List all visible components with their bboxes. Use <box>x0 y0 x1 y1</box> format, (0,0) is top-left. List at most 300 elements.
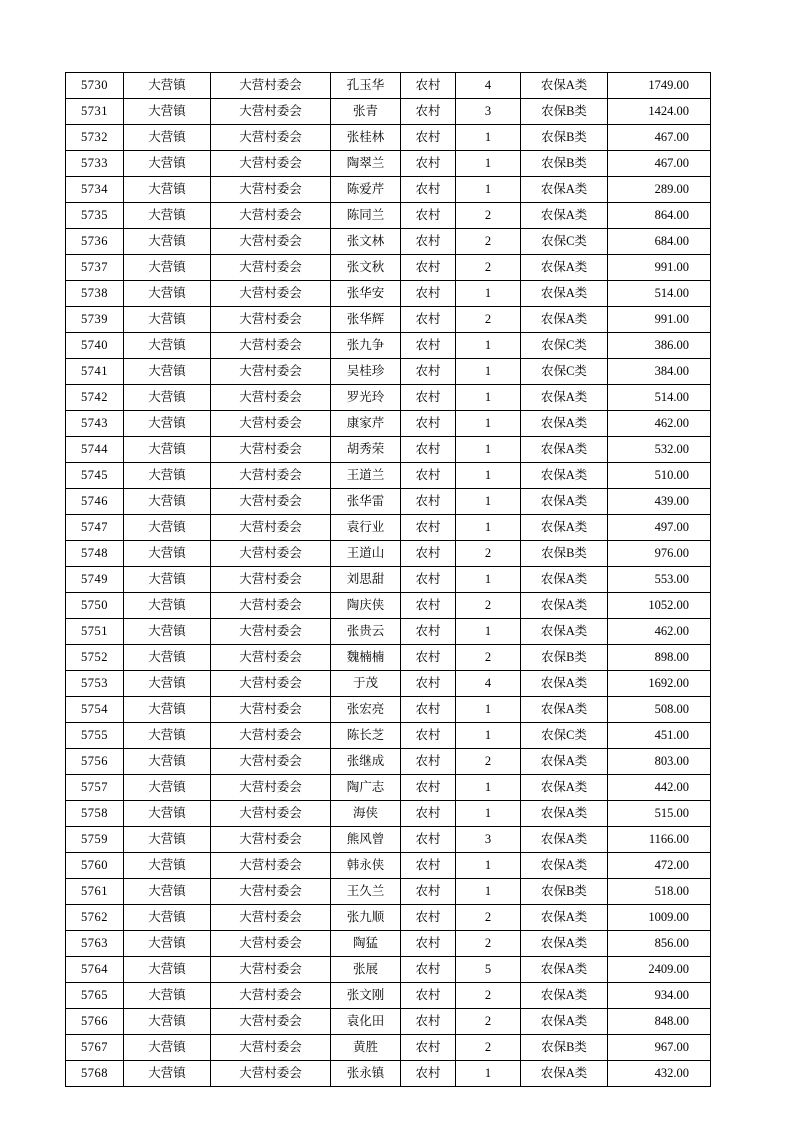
cell-id: 5759 <box>66 827 124 853</box>
cell-count: 4 <box>456 671 521 697</box>
benefit-roster-table <box>65 72 711 1087</box>
cell-category: 农保B类 <box>521 151 608 177</box>
cell-name: 黄胜 <box>331 1035 401 1061</box>
cell-residence: 农村 <box>401 619 456 645</box>
table-row <box>66 437 711 463</box>
cell-category: 农保A类 <box>521 931 608 957</box>
cell-committee: 大营村委会 <box>211 99 331 125</box>
cell-name: 张青 <box>331 99 401 125</box>
cell-id: 5756 <box>66 749 124 775</box>
cell-amount: 1009.00 <box>608 905 711 931</box>
cell-committee: 大营村委会 <box>211 177 331 203</box>
cell-committee: 大营村委会 <box>211 723 331 749</box>
cell-town: 大营镇 <box>124 463 211 489</box>
cell-amount: 462.00 <box>608 411 711 437</box>
cell-town: 大营镇 <box>124 541 211 567</box>
cell-town: 大营镇 <box>124 827 211 853</box>
table-row <box>66 99 711 125</box>
cell-id: 5747 <box>66 515 124 541</box>
table-row <box>66 229 711 255</box>
cell-amount: 497.00 <box>608 515 711 541</box>
table-row <box>66 359 711 385</box>
cell-category: 农保B类 <box>521 541 608 567</box>
cell-name: 张继成 <box>331 749 401 775</box>
cell-town: 大营镇 <box>124 619 211 645</box>
cell-committee: 大营村委会 <box>211 983 331 1009</box>
cell-id: 5766 <box>66 1009 124 1035</box>
cell-residence: 农村 <box>401 801 456 827</box>
cell-name: 王道兰 <box>331 463 401 489</box>
cell-amount: 864.00 <box>608 203 711 229</box>
cell-residence: 农村 <box>401 957 456 983</box>
cell-committee: 大营村委会 <box>211 463 331 489</box>
cell-committee: 大营村委会 <box>211 697 331 723</box>
cell-town: 大营镇 <box>124 229 211 255</box>
cell-name: 王道山 <box>331 541 401 567</box>
cell-category: 农保B类 <box>521 645 608 671</box>
table-row <box>66 671 711 697</box>
cell-committee: 大营村委会 <box>211 749 331 775</box>
cell-category: 农保C类 <box>521 359 608 385</box>
cell-town: 大营镇 <box>124 1035 211 1061</box>
cell-category: 农保A类 <box>521 515 608 541</box>
cell-amount: 384.00 <box>608 359 711 385</box>
cell-name: 康家芹 <box>331 411 401 437</box>
cell-id: 5760 <box>66 853 124 879</box>
table-row <box>66 463 711 489</box>
cell-amount: 684.00 <box>608 229 711 255</box>
table-row <box>66 775 711 801</box>
cell-id: 5734 <box>66 177 124 203</box>
cell-residence: 农村 <box>401 723 456 749</box>
cell-town: 大营镇 <box>124 73 211 99</box>
cell-residence: 农村 <box>401 411 456 437</box>
cell-amount: 442.00 <box>608 775 711 801</box>
cell-id: 5739 <box>66 307 124 333</box>
cell-residence: 农村 <box>401 541 456 567</box>
cell-amount: 991.00 <box>608 307 711 333</box>
cell-id: 5742 <box>66 385 124 411</box>
cell-name: 张文刚 <box>331 983 401 1009</box>
cell-name: 胡秀荣 <box>331 437 401 463</box>
cell-count: 1 <box>456 879 521 905</box>
cell-id: 5738 <box>66 281 124 307</box>
cell-count: 1 <box>456 697 521 723</box>
cell-name: 张桂林 <box>331 125 401 151</box>
cell-id: 5768 <box>66 1061 124 1087</box>
cell-town: 大营镇 <box>124 983 211 1009</box>
cell-name: 张华雷 <box>331 489 401 515</box>
cell-name: 张宏亮 <box>331 697 401 723</box>
cell-name: 张华辉 <box>331 307 401 333</box>
cell-committee: 大营村委会 <box>211 957 331 983</box>
table-row <box>66 567 711 593</box>
cell-committee: 大营村委会 <box>211 645 331 671</box>
cell-town: 大营镇 <box>124 931 211 957</box>
cell-id: 5767 <box>66 1035 124 1061</box>
table-row <box>66 541 711 567</box>
cell-amount: 803.00 <box>608 749 711 775</box>
cell-committee: 大营村委会 <box>211 281 331 307</box>
cell-id: 5750 <box>66 593 124 619</box>
cell-id: 5740 <box>66 333 124 359</box>
table-row <box>66 801 711 827</box>
cell-name: 张九争 <box>331 333 401 359</box>
cell-category: 农保B类 <box>521 1035 608 1061</box>
cell-category: 农保A类 <box>521 697 608 723</box>
table-row <box>66 593 711 619</box>
cell-committee: 大营村委会 <box>211 359 331 385</box>
cell-category: 农保A类 <box>521 203 608 229</box>
cell-town: 大营镇 <box>124 281 211 307</box>
cell-name: 陈长芝 <box>331 723 401 749</box>
cell-residence: 农村 <box>401 593 456 619</box>
cell-town: 大营镇 <box>124 1009 211 1035</box>
table-row <box>66 931 711 957</box>
table-body <box>66 73 711 1087</box>
table-row <box>66 723 711 749</box>
cell-id: 5749 <box>66 567 124 593</box>
cell-name: 陈爱芹 <box>331 177 401 203</box>
cell-committee: 大营村委会 <box>211 1061 331 1087</box>
cell-name: 孔玉华 <box>331 73 401 99</box>
cell-category: 农保A类 <box>521 957 608 983</box>
cell-id: 5745 <box>66 463 124 489</box>
cell-name: 张贵云 <box>331 619 401 645</box>
table-row <box>66 281 711 307</box>
cell-committee: 大营村委会 <box>211 73 331 99</box>
cell-committee: 大营村委会 <box>211 879 331 905</box>
cell-count: 1 <box>456 151 521 177</box>
cell-category: 农保A类 <box>521 1061 608 1087</box>
cell-category: 农保C类 <box>521 229 608 255</box>
table-row <box>66 385 711 411</box>
cell-committee: 大营村委会 <box>211 203 331 229</box>
cell-category: 农保B类 <box>521 125 608 151</box>
cell-id: 5751 <box>66 619 124 645</box>
cell-name: 罗光玲 <box>331 385 401 411</box>
cell-count: 1 <box>456 411 521 437</box>
cell-id: 5731 <box>66 99 124 125</box>
cell-residence: 农村 <box>401 255 456 281</box>
cell-category: 农保A类 <box>521 567 608 593</box>
table-row <box>66 1009 711 1035</box>
cell-amount: 1166.00 <box>608 827 711 853</box>
cell-town: 大营镇 <box>124 99 211 125</box>
cell-count: 2 <box>456 749 521 775</box>
cell-residence: 农村 <box>401 489 456 515</box>
cell-count: 1 <box>456 463 521 489</box>
cell-count: 1 <box>456 437 521 463</box>
cell-count: 1 <box>456 333 521 359</box>
cell-residence: 农村 <box>401 671 456 697</box>
cell-committee: 大营村委会 <box>211 255 331 281</box>
cell-id: 5741 <box>66 359 124 385</box>
cell-committee: 大营村委会 <box>211 853 331 879</box>
cell-count: 2 <box>456 541 521 567</box>
cell-name: 魏楠楠 <box>331 645 401 671</box>
cell-amount: 553.00 <box>608 567 711 593</box>
cell-residence: 农村 <box>401 749 456 775</box>
cell-residence: 农村 <box>401 1035 456 1061</box>
table-row <box>66 151 711 177</box>
cell-residence: 农村 <box>401 775 456 801</box>
cell-town: 大营镇 <box>124 385 211 411</box>
cell-amount: 515.00 <box>608 801 711 827</box>
cell-id: 5765 <box>66 983 124 1009</box>
table-row <box>66 255 711 281</box>
cell-residence: 农村 <box>401 385 456 411</box>
cell-town: 大营镇 <box>124 905 211 931</box>
cell-name: 张文林 <box>331 229 401 255</box>
cell-town: 大营镇 <box>124 853 211 879</box>
cell-committee: 大营村委会 <box>211 437 331 463</box>
cell-count: 1 <box>456 385 521 411</box>
cell-residence: 农村 <box>401 437 456 463</box>
cell-amount: 518.00 <box>608 879 711 905</box>
cell-town: 大营镇 <box>124 879 211 905</box>
cell-count: 1 <box>456 801 521 827</box>
cell-name: 韩永侠 <box>331 853 401 879</box>
cell-count: 2 <box>456 931 521 957</box>
cell-amount: 472.00 <box>608 853 711 879</box>
cell-residence: 农村 <box>401 1061 456 1087</box>
cell-category: 农保A类 <box>521 385 608 411</box>
cell-residence: 农村 <box>401 281 456 307</box>
cell-id: 5753 <box>66 671 124 697</box>
cell-count: 2 <box>456 905 521 931</box>
cell-committee: 大营村委会 <box>211 567 331 593</box>
cell-id: 5743 <box>66 411 124 437</box>
cell-committee: 大营村委会 <box>211 905 331 931</box>
cell-town: 大营镇 <box>124 515 211 541</box>
cell-residence: 农村 <box>401 879 456 905</box>
cell-name: 陶庆侠 <box>331 593 401 619</box>
cell-amount: 1052.00 <box>608 593 711 619</box>
cell-town: 大营镇 <box>124 723 211 749</box>
cell-name: 陶猛 <box>331 931 401 957</box>
cell-name: 于茂 <box>331 671 401 697</box>
table-row <box>66 1061 711 1087</box>
cell-residence: 农村 <box>401 853 456 879</box>
cell-town: 大营镇 <box>124 489 211 515</box>
cell-category: 农保A类 <box>521 489 608 515</box>
cell-town: 大营镇 <box>124 333 211 359</box>
table-row <box>66 749 711 775</box>
cell-count: 1 <box>456 723 521 749</box>
cell-amount: 467.00 <box>608 151 711 177</box>
cell-category: 农保A类 <box>521 1009 608 1035</box>
cell-name: 张展 <box>331 957 401 983</box>
table-row <box>66 905 711 931</box>
cell-id: 5764 <box>66 957 124 983</box>
cell-name: 陈同兰 <box>331 203 401 229</box>
cell-category: 农保A类 <box>521 437 608 463</box>
cell-category: 农保A类 <box>521 827 608 853</box>
cell-amount: 510.00 <box>608 463 711 489</box>
cell-id: 5754 <box>66 697 124 723</box>
cell-town: 大营镇 <box>124 671 211 697</box>
cell-id: 5744 <box>66 437 124 463</box>
cell-amount: 1424.00 <box>608 99 711 125</box>
cell-committee: 大营村委会 <box>211 827 331 853</box>
cell-name: 张永镇 <box>331 1061 401 1087</box>
cell-committee: 大营村委会 <box>211 801 331 827</box>
cell-id: 5755 <box>66 723 124 749</box>
cell-amount: 2409.00 <box>608 957 711 983</box>
cell-amount: 462.00 <box>608 619 711 645</box>
cell-category: 农保A类 <box>521 281 608 307</box>
cell-name: 熊风曾 <box>331 827 401 853</box>
cell-id: 5746 <box>66 489 124 515</box>
cell-category: 农保A类 <box>521 853 608 879</box>
cell-amount: 967.00 <box>608 1035 711 1061</box>
cell-count: 1 <box>456 619 521 645</box>
cell-name: 袁行业 <box>331 515 401 541</box>
cell-count: 2 <box>456 1009 521 1035</box>
cell-name: 刘思甜 <box>331 567 401 593</box>
cell-committee: 大营村委会 <box>211 1009 331 1035</box>
cell-count: 2 <box>456 1035 521 1061</box>
cell-residence: 农村 <box>401 931 456 957</box>
cell-committee: 大营村委会 <box>211 151 331 177</box>
cell-amount: 289.00 <box>608 177 711 203</box>
cell-amount: 856.00 <box>608 931 711 957</box>
cell-town: 大营镇 <box>124 593 211 619</box>
cell-town: 大营镇 <box>124 359 211 385</box>
cell-town: 大营镇 <box>124 775 211 801</box>
cell-id: 5730 <box>66 73 124 99</box>
cell-committee: 大营村委会 <box>211 307 331 333</box>
cell-count: 1 <box>456 515 521 541</box>
cell-category: 农保A类 <box>521 177 608 203</box>
cell-committee: 大营村委会 <box>211 1035 331 1061</box>
table-row <box>66 645 711 671</box>
cell-category: 农保A类 <box>521 593 608 619</box>
cell-count: 5 <box>456 957 521 983</box>
cell-amount: 976.00 <box>608 541 711 567</box>
cell-count: 4 <box>456 73 521 99</box>
cell-category: 农保A类 <box>521 411 608 437</box>
cell-amount: 848.00 <box>608 1009 711 1035</box>
cell-category: 农保A类 <box>521 73 608 99</box>
cell-id: 5732 <box>66 125 124 151</box>
cell-committee: 大营村委会 <box>211 775 331 801</box>
cell-count: 2 <box>456 229 521 255</box>
cell-category: 农保A类 <box>521 307 608 333</box>
cell-residence: 农村 <box>401 645 456 671</box>
cell-name: 张文秋 <box>331 255 401 281</box>
table-row <box>66 1035 711 1061</box>
cell-town: 大营镇 <box>124 437 211 463</box>
cell-count: 2 <box>456 593 521 619</box>
table-row <box>66 411 711 437</box>
cell-name: 袁化田 <box>331 1009 401 1035</box>
table-row <box>66 983 711 1009</box>
cell-amount: 514.00 <box>608 385 711 411</box>
cell-residence: 农村 <box>401 827 456 853</box>
cell-amount: 1749.00 <box>608 73 711 99</box>
cell-residence: 农村 <box>401 73 456 99</box>
cell-category: 农保A类 <box>521 905 608 931</box>
cell-residence: 农村 <box>401 905 456 931</box>
cell-id: 5735 <box>66 203 124 229</box>
cell-town: 大营镇 <box>124 125 211 151</box>
cell-residence: 农村 <box>401 1009 456 1035</box>
cell-residence: 农村 <box>401 515 456 541</box>
cell-category: 农保A类 <box>521 463 608 489</box>
cell-committee: 大营村委会 <box>211 931 331 957</box>
cell-committee: 大营村委会 <box>211 489 331 515</box>
cell-residence: 农村 <box>401 697 456 723</box>
cell-amount: 1692.00 <box>608 671 711 697</box>
cell-count: 2 <box>456 203 521 229</box>
table-row <box>66 333 711 359</box>
cell-residence: 农村 <box>401 177 456 203</box>
table-row <box>66 853 711 879</box>
cell-id: 5736 <box>66 229 124 255</box>
cell-category: 农保A类 <box>521 255 608 281</box>
cell-count: 1 <box>456 177 521 203</box>
cell-amount: 934.00 <box>608 983 711 1009</box>
cell-id: 5733 <box>66 151 124 177</box>
table-row <box>66 307 711 333</box>
table-row <box>66 125 711 151</box>
table-row <box>66 73 711 99</box>
cell-residence: 农村 <box>401 567 456 593</box>
cell-count: 1 <box>456 359 521 385</box>
table-row <box>66 957 711 983</box>
cell-amount: 898.00 <box>608 645 711 671</box>
cell-name: 张华安 <box>331 281 401 307</box>
cell-category: 农保A类 <box>521 983 608 1009</box>
cell-committee: 大营村委会 <box>211 619 331 645</box>
cell-id: 5761 <box>66 879 124 905</box>
cell-town: 大营镇 <box>124 567 211 593</box>
cell-name: 陶翠兰 <box>331 151 401 177</box>
table-row <box>66 879 711 905</box>
cell-amount: 514.00 <box>608 281 711 307</box>
cell-residence: 农村 <box>401 359 456 385</box>
cell-count: 1 <box>456 125 521 151</box>
cell-amount: 451.00 <box>608 723 711 749</box>
cell-amount: 991.00 <box>608 255 711 281</box>
cell-residence: 农村 <box>401 229 456 255</box>
cell-amount: 386.00 <box>608 333 711 359</box>
cell-town: 大营镇 <box>124 255 211 281</box>
cell-committee: 大营村委会 <box>211 541 331 567</box>
cell-id: 5757 <box>66 775 124 801</box>
table-row <box>66 177 711 203</box>
cell-town: 大营镇 <box>124 307 211 333</box>
cell-id: 5762 <box>66 905 124 931</box>
cell-count: 2 <box>456 645 521 671</box>
cell-committee: 大营村委会 <box>211 229 331 255</box>
cell-count: 2 <box>456 983 521 1009</box>
cell-amount: 467.00 <box>608 125 711 151</box>
cell-category: 农保A类 <box>521 619 608 645</box>
cell-name: 陶广志 <box>331 775 401 801</box>
cell-category: 农保C类 <box>521 333 608 359</box>
cell-amount: 439.00 <box>608 489 711 515</box>
cell-category: 农保C类 <box>521 723 608 749</box>
cell-residence: 农村 <box>401 463 456 489</box>
cell-town: 大营镇 <box>124 203 211 229</box>
cell-committee: 大营村委会 <box>211 671 331 697</box>
cell-town: 大营镇 <box>124 177 211 203</box>
cell-residence: 农村 <box>401 99 456 125</box>
cell-name: 王久兰 <box>331 879 401 905</box>
